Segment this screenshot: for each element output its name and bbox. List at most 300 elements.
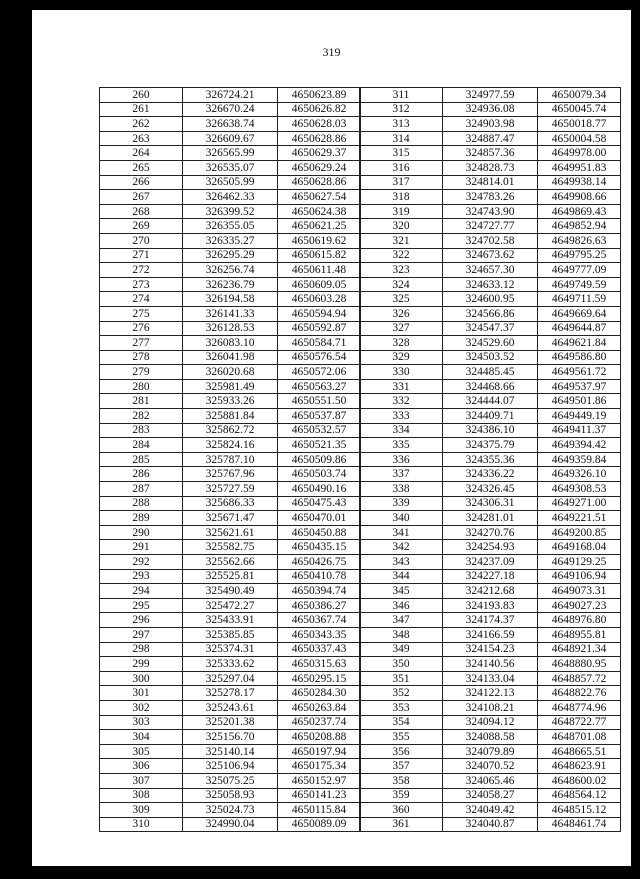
x-coordinate-cell: 324702.58: [443, 233, 538, 248]
x-coordinate-cell: 325490.49: [183, 584, 278, 599]
x-coordinate-cell: 325787.10: [183, 452, 278, 467]
x-coordinate-cell: 324237.09: [443, 555, 538, 570]
point-number-cell: 347: [360, 613, 443, 628]
x-coordinate-cell: 325075.25: [183, 773, 278, 788]
table-row: [360, 219, 621, 234]
x-coordinate-cell: 324193.83: [443, 598, 538, 613]
y-coordinate-cell: 4649394.42: [538, 438, 621, 453]
x-coordinate-cell: 325582.75: [183, 540, 278, 555]
table-row: [360, 744, 621, 759]
y-coordinate-cell: 4650490.16: [278, 482, 361, 497]
x-coordinate-cell: 325981.49: [183, 379, 278, 394]
x-coordinate-cell: 326565.99: [183, 146, 278, 161]
x-coordinate-cell: 324065.46: [443, 773, 538, 788]
y-coordinate-cell: 4648564.12: [538, 788, 621, 803]
table-row: [360, 715, 621, 730]
table-row: [360, 759, 621, 774]
table-row: [100, 467, 361, 482]
table-row: [100, 700, 361, 715]
y-coordinate-cell: 4648857.72: [538, 671, 621, 686]
point-number-cell: 269: [100, 219, 183, 234]
y-coordinate-cell: 4648822.76: [538, 686, 621, 701]
table-row: [360, 540, 621, 555]
x-coordinate-cell: 324673.62: [443, 248, 538, 263]
coordinates-table-right: [359, 87, 621, 832]
table-row: [360, 788, 621, 803]
point-number-cell: 285: [100, 452, 183, 467]
point-number-cell: 262: [100, 117, 183, 132]
x-coordinate-cell: 325243.61: [183, 700, 278, 715]
point-number-cell: 291: [100, 540, 183, 555]
table-row: [100, 452, 361, 467]
y-coordinate-cell: 4650152.97: [278, 773, 361, 788]
y-coordinate-cell: 4650475.43: [278, 496, 361, 511]
point-number-cell: 304: [100, 730, 183, 745]
point-number-cell: 342: [360, 540, 443, 555]
y-coordinate-cell: 4650208.88: [278, 730, 361, 745]
table-row: [360, 496, 621, 511]
document-page: [32, 10, 631, 866]
x-coordinate-cell: 326236.79: [183, 277, 278, 292]
y-coordinate-cell: 4650623.89: [278, 88, 361, 103]
point-number-cell: 280: [100, 379, 183, 394]
point-number-cell: 348: [360, 627, 443, 642]
y-coordinate-cell: 4648623.91: [538, 759, 621, 774]
table-row: [360, 817, 621, 832]
x-coordinate-cell: 324409.71: [443, 409, 538, 424]
table-row: [360, 263, 621, 278]
point-number-cell: 358: [360, 773, 443, 788]
x-coordinate-cell: 326724.21: [183, 88, 278, 103]
x-coordinate-cell: 324140.56: [443, 657, 538, 672]
y-coordinate-cell: 4650263.84: [278, 700, 361, 715]
table-row: [100, 409, 361, 424]
x-coordinate-cell: 325297.04: [183, 671, 278, 686]
y-coordinate-cell: 4649869.43: [538, 204, 621, 219]
table-row: [100, 803, 361, 818]
point-number-cell: 317: [360, 175, 443, 190]
y-coordinate-cell: 4649908.66: [538, 190, 621, 205]
table-row: [100, 160, 361, 175]
point-number-cell: 302: [100, 700, 183, 715]
y-coordinate-cell: 4650509.86: [278, 452, 361, 467]
table-row: [360, 525, 621, 540]
y-coordinate-cell: 4650115.84: [278, 803, 361, 818]
x-coordinate-cell: 324743.90: [443, 204, 538, 219]
point-number-cell: 337: [360, 467, 443, 482]
y-coordinate-cell: 4650563.27: [278, 379, 361, 394]
x-coordinate-cell: 325881.84: [183, 409, 278, 424]
point-number-cell: 339: [360, 496, 443, 511]
y-coordinate-cell: 4649795.25: [538, 248, 621, 263]
point-number-cell: 323: [360, 263, 443, 278]
point-number-cell: 349: [360, 642, 443, 657]
point-number-cell: 287: [100, 482, 183, 497]
x-coordinate-cell: 324070.52: [443, 759, 538, 774]
y-coordinate-cell: 4649561.72: [538, 365, 621, 380]
x-coordinate-cell: 324903.98: [443, 117, 538, 132]
table-row: [100, 555, 361, 570]
point-number-cell: 275: [100, 306, 183, 321]
y-coordinate-cell: 4650386.27: [278, 598, 361, 613]
y-coordinate-cell: 4649669.64: [538, 306, 621, 321]
table-row: [100, 788, 361, 803]
x-coordinate-cell: 325201.38: [183, 715, 278, 730]
table-row: [100, 219, 361, 234]
point-number-cell: 311: [360, 88, 443, 103]
table-row: [360, 292, 621, 307]
point-number-cell: 272: [100, 263, 183, 278]
y-coordinate-cell: 4650045.74: [538, 102, 621, 117]
point-number-cell: 322: [360, 248, 443, 263]
table-row: [360, 467, 621, 482]
x-coordinate-cell: 326505.99: [183, 175, 278, 190]
point-number-cell: 334: [360, 423, 443, 438]
point-number-cell: 264: [100, 146, 183, 161]
table-row: [100, 642, 361, 657]
table-row: [360, 175, 621, 190]
x-coordinate-cell: 325671.47: [183, 511, 278, 526]
table-row: [360, 160, 621, 175]
point-number-cell: 310: [100, 817, 183, 832]
y-coordinate-cell: 4649359.84: [538, 452, 621, 467]
point-number-cell: 327: [360, 321, 443, 336]
y-coordinate-cell: 4650394.74: [278, 584, 361, 599]
point-number-cell: 325: [360, 292, 443, 307]
table-row: [100, 627, 361, 642]
table-row: [100, 584, 361, 599]
table-row: [100, 248, 361, 263]
y-coordinate-cell: 4649586.80: [538, 350, 621, 365]
y-coordinate-cell: 4649711.59: [538, 292, 621, 307]
table-row: [360, 452, 621, 467]
point-number-cell: 299: [100, 657, 183, 672]
table-row: [100, 204, 361, 219]
y-coordinate-cell: 4648722.77: [538, 715, 621, 730]
table-row: [100, 233, 361, 248]
table-row: [100, 263, 361, 278]
x-coordinate-cell: 325140.14: [183, 744, 278, 759]
y-coordinate-cell: 4650426.75: [278, 555, 361, 570]
point-number-cell: 268: [100, 204, 183, 219]
x-coordinate-cell: 324783.26: [443, 190, 538, 205]
x-coordinate-cell: 326335.27: [183, 233, 278, 248]
table-row: [100, 277, 361, 292]
y-coordinate-cell: 4648774.96: [538, 700, 621, 715]
table-row: [100, 759, 361, 774]
y-coordinate-cell: 4650450.88: [278, 525, 361, 540]
table-row: [100, 598, 361, 613]
y-coordinate-cell: 4650343.35: [278, 627, 361, 642]
table-row: [100, 350, 361, 365]
x-coordinate-cell: 324336.22: [443, 467, 538, 482]
x-coordinate-cell: 324375.79: [443, 438, 538, 453]
y-coordinate-cell: 4650410.78: [278, 569, 361, 584]
x-coordinate-cell: 324503.52: [443, 350, 538, 365]
y-coordinate-cell: 4650295.15: [278, 671, 361, 686]
y-coordinate-cell: 4650592.87: [278, 321, 361, 336]
x-coordinate-cell: 326020.68: [183, 365, 278, 380]
point-number-cell: 313: [360, 117, 443, 132]
table-row: [100, 336, 361, 351]
point-number-cell: 277: [100, 336, 183, 351]
point-number-cell: 286: [100, 467, 183, 482]
table-row: [360, 803, 621, 818]
x-coordinate-cell: 324857.36: [443, 146, 538, 161]
y-coordinate-cell: 4650572.06: [278, 365, 361, 380]
table-row: [360, 423, 621, 438]
x-coordinate-cell: 324326.45: [443, 482, 538, 497]
table-row: [360, 409, 621, 424]
point-number-cell: 336: [360, 452, 443, 467]
table-row: [100, 482, 361, 497]
x-coordinate-cell: 325106.94: [183, 759, 278, 774]
table-row: [100, 88, 361, 103]
x-coordinate-cell: 324887.47: [443, 131, 538, 146]
point-number-cell: 281: [100, 394, 183, 409]
y-coordinate-cell: 4650584.71: [278, 336, 361, 351]
point-number-cell: 305: [100, 744, 183, 759]
table-row: [360, 511, 621, 526]
x-coordinate-cell: 325562.66: [183, 555, 278, 570]
table-row: [360, 438, 621, 453]
coordinates-table-left: [99, 87, 361, 832]
y-coordinate-cell: 4650175.34: [278, 759, 361, 774]
table-row: [360, 365, 621, 380]
y-coordinate-cell: 4648461.74: [538, 817, 621, 832]
x-coordinate-cell: 324566.86: [443, 306, 538, 321]
table-row: [360, 700, 621, 715]
table-row: [360, 686, 621, 701]
table-row: [360, 204, 621, 219]
point-number-cell: 298: [100, 642, 183, 657]
point-number-cell: 341: [360, 525, 443, 540]
x-coordinate-cell: 324227.18: [443, 569, 538, 584]
point-number-cell: 355: [360, 730, 443, 745]
x-coordinate-cell: 324040.87: [443, 817, 538, 832]
y-coordinate-cell: 4650628.86: [278, 131, 361, 146]
x-coordinate-cell: 325686.33: [183, 496, 278, 511]
x-coordinate-cell: 325727.59: [183, 482, 278, 497]
x-coordinate-cell: 324058.27: [443, 788, 538, 803]
table-row: [360, 671, 621, 686]
point-number-cell: 360: [360, 803, 443, 818]
point-number-cell: 266: [100, 175, 183, 190]
table-row: [360, 773, 621, 788]
x-coordinate-cell: 324547.37: [443, 321, 538, 336]
x-coordinate-cell: 324990.04: [183, 817, 278, 832]
table-row: [100, 394, 361, 409]
y-coordinate-cell: 4649221.51: [538, 511, 621, 526]
table-row: [100, 117, 361, 132]
x-coordinate-cell: 325525.81: [183, 569, 278, 584]
table-row: [100, 730, 361, 745]
y-coordinate-cell: 4650628.86: [278, 175, 361, 190]
table-row: [100, 175, 361, 190]
x-coordinate-cell: 324814.01: [443, 175, 538, 190]
y-coordinate-cell: 4650284.30: [278, 686, 361, 701]
y-coordinate-cell: 4649938.14: [538, 175, 621, 190]
y-coordinate-cell: 4648665.51: [538, 744, 621, 759]
y-coordinate-cell: 4650627.54: [278, 190, 361, 205]
y-coordinate-cell: 4649537.97: [538, 379, 621, 394]
table-row: [100, 190, 361, 205]
x-coordinate-cell: 325156.70: [183, 730, 278, 745]
y-coordinate-cell: 4650576.54: [278, 350, 361, 365]
y-coordinate-cell: 4650237.74: [278, 715, 361, 730]
point-number-cell: 296: [100, 613, 183, 628]
point-number-cell: 271: [100, 248, 183, 263]
point-number-cell: 357: [360, 759, 443, 774]
x-coordinate-cell: 325862.72: [183, 423, 278, 438]
point-number-cell: 346: [360, 598, 443, 613]
x-coordinate-cell: 326295.29: [183, 248, 278, 263]
table-row: [100, 686, 361, 701]
y-coordinate-cell: 4649449.19: [538, 409, 621, 424]
point-number-cell: 292: [100, 555, 183, 570]
table-row: [100, 511, 361, 526]
table-row: [100, 569, 361, 584]
y-coordinate-cell: 4650141.23: [278, 788, 361, 803]
y-coordinate-cell: 4648921.34: [538, 642, 621, 657]
y-coordinate-cell: 4649951.83: [538, 160, 621, 175]
table-row: [100, 715, 361, 730]
point-number-cell: 263: [100, 131, 183, 146]
point-number-cell: 273: [100, 277, 183, 292]
point-number-cell: 278: [100, 350, 183, 365]
x-coordinate-cell: 324122.13: [443, 686, 538, 701]
y-coordinate-cell: 4649501.86: [538, 394, 621, 409]
y-coordinate-cell: 4649852.94: [538, 219, 621, 234]
table-row: [360, 613, 621, 628]
x-coordinate-cell: 324212.68: [443, 584, 538, 599]
table-row: [100, 496, 361, 511]
table-row: [360, 117, 621, 132]
x-coordinate-cell: 326670.24: [183, 102, 278, 117]
point-number-cell: 343: [360, 555, 443, 570]
x-coordinate-cell: 325767.96: [183, 467, 278, 482]
x-coordinate-cell: 324133.04: [443, 671, 538, 686]
table-row: [360, 482, 621, 497]
y-coordinate-cell: 4649200.85: [538, 525, 621, 540]
x-coordinate-cell: 326462.33: [183, 190, 278, 205]
point-number-cell: 340: [360, 511, 443, 526]
y-coordinate-cell: 4649073.31: [538, 584, 621, 599]
x-coordinate-cell: 324306.31: [443, 496, 538, 511]
point-number-cell: 260: [100, 88, 183, 103]
point-number-cell: 350: [360, 657, 443, 672]
table-row: [100, 657, 361, 672]
point-number-cell: 303: [100, 715, 183, 730]
point-number-cell: 351: [360, 671, 443, 686]
point-number-cell: 324: [360, 277, 443, 292]
table-row: [360, 379, 621, 394]
table-row: [360, 88, 621, 103]
point-number-cell: 307: [100, 773, 183, 788]
y-coordinate-cell: 4650503.74: [278, 467, 361, 482]
point-number-cell: 359: [360, 788, 443, 803]
point-number-cell: 345: [360, 584, 443, 599]
table-row: [360, 598, 621, 613]
table-row: [100, 613, 361, 628]
point-number-cell: 279: [100, 365, 183, 380]
y-coordinate-cell: 4650624.38: [278, 204, 361, 219]
x-coordinate-cell: 324657.30: [443, 263, 538, 278]
x-coordinate-cell: 325824.16: [183, 438, 278, 453]
y-coordinate-cell: 4648515.12: [538, 803, 621, 818]
x-coordinate-cell: 326256.74: [183, 263, 278, 278]
x-coordinate-cell: 326041.98: [183, 350, 278, 365]
table-row: [100, 321, 361, 336]
table-row: [100, 525, 361, 540]
x-coordinate-cell: 325621.61: [183, 525, 278, 540]
point-number-cell: 284: [100, 438, 183, 453]
point-number-cell: 270: [100, 233, 183, 248]
y-coordinate-cell: 4650537.87: [278, 409, 361, 424]
point-number-cell: 295: [100, 598, 183, 613]
table-row: [360, 555, 621, 570]
x-coordinate-cell: 325024.73: [183, 803, 278, 818]
y-coordinate-cell: 4649308.53: [538, 482, 621, 497]
y-coordinate-cell: 4650521.35: [278, 438, 361, 453]
table-row: [100, 423, 361, 438]
point-number-cell: 261: [100, 102, 183, 117]
point-number-cell: 265: [100, 160, 183, 175]
point-number-cell: 329: [360, 350, 443, 365]
y-coordinate-cell: 4650621.25: [278, 219, 361, 234]
point-number-cell: 297: [100, 627, 183, 642]
table-row: [100, 379, 361, 394]
x-coordinate-cell: 324468.66: [443, 379, 538, 394]
y-coordinate-cell: 4649326.10: [538, 467, 621, 482]
x-coordinate-cell: 326141.33: [183, 306, 278, 321]
y-coordinate-cell: 4649621.84: [538, 336, 621, 351]
point-number-cell: 293: [100, 569, 183, 584]
x-coordinate-cell: 326535.07: [183, 160, 278, 175]
point-number-cell: 308: [100, 788, 183, 803]
table-row: [360, 102, 621, 117]
x-coordinate-cell: 324094.12: [443, 715, 538, 730]
x-coordinate-cell: 326128.53: [183, 321, 278, 336]
point-number-cell: 312: [360, 102, 443, 117]
x-coordinate-cell: 324485.45: [443, 365, 538, 380]
x-coordinate-cell: 326355.05: [183, 219, 278, 234]
x-coordinate-cell: 324444.07: [443, 394, 538, 409]
table-row: [100, 438, 361, 453]
y-coordinate-cell: 4650018.77: [538, 117, 621, 132]
table-row: [360, 146, 621, 161]
table-row: [100, 102, 361, 117]
point-number-cell: 267: [100, 190, 183, 205]
x-coordinate-cell: 326083.10: [183, 336, 278, 351]
point-number-cell: 294: [100, 584, 183, 599]
table-row: [100, 146, 361, 161]
y-coordinate-cell: 4648701.08: [538, 730, 621, 745]
x-coordinate-cell: 326638.74: [183, 117, 278, 132]
x-coordinate-cell: 326399.52: [183, 204, 278, 219]
x-coordinate-cell: 325433.91: [183, 613, 278, 628]
y-coordinate-cell: 4648600.02: [538, 773, 621, 788]
table-row: [360, 306, 621, 321]
table-row: [360, 657, 621, 672]
x-coordinate-cell: 324166.59: [443, 627, 538, 642]
point-number-cell: 338: [360, 482, 443, 497]
point-number-cell: 330: [360, 365, 443, 380]
table-row: [100, 744, 361, 759]
point-number-cell: 354: [360, 715, 443, 730]
y-coordinate-cell: 4650337.43: [278, 642, 361, 657]
point-number-cell: 352: [360, 686, 443, 701]
